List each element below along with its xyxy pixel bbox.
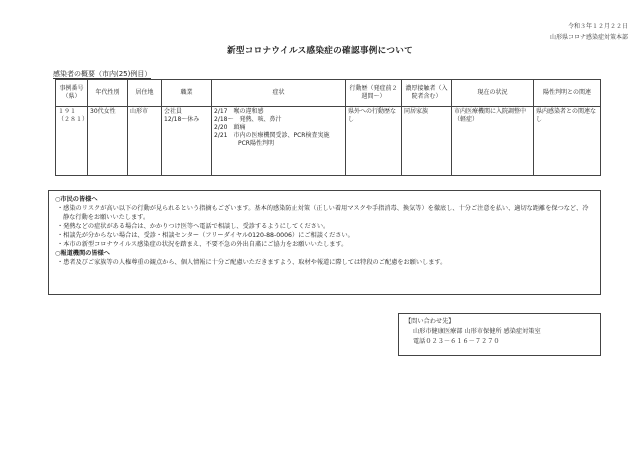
header-department: 山形県コロナ感染症対策本部 xyxy=(549,34,628,41)
notice-item: ・感染のリスクが高い以下の行動が見られるという指摘もございます。基本的感染防止対策（正しい着用マスクや手指消毒、換気等）を徹底し、十分ご注意を払い、適切な距離を保つなど、冷静な行動をお願いいたします。 xyxy=(57,205,589,221)
notice-item: ・発熱などの症状がある場合は、かかりつけ医等へ電話で相談し、受診するようにしてください。 xyxy=(57,223,330,230)
table-header-row xyxy=(56,80,601,107)
notice-item: ・相談先が分からない場合は、受診・相談センター（フリーダイヤル0120-88-0006）にご相談ください。 xyxy=(57,232,354,239)
symptom-line: 2/21 市内の医療機関受診、PCR検査実施 xyxy=(214,132,330,139)
notice-press-item: ・患者及びご家族等の人権尊重の観点から、個人情報に十分ご配慮いただきますよう、取材や報道に際しては特段のご配慮をお願いします。 xyxy=(57,259,447,266)
header-symptoms: 症状 xyxy=(212,80,346,107)
occupation-date: 12/18〜休み xyxy=(164,116,200,123)
notice-box xyxy=(48,190,601,295)
header-status: 現在の状況 xyxy=(452,80,534,107)
symptom-line: 2/18〜 発熱、咳、鼻汁 xyxy=(214,116,282,123)
header-travel: 行動歴（発症前２週間〜） xyxy=(346,80,402,107)
header-residence: 居住地 xyxy=(128,80,162,107)
header-occupation: 職業 xyxy=(162,80,212,107)
cell-residence: 山形市 xyxy=(128,107,162,176)
header-date: 令和３年１２月２２日 xyxy=(567,23,628,30)
table-row xyxy=(56,107,601,176)
contact-box xyxy=(398,313,601,356)
symptom-line: PCR陽性判明 xyxy=(238,140,274,147)
notice-heading-citizens: ○市民の皆様へ xyxy=(55,196,98,203)
header-contacts: 濃厚接触者（入院者含む） xyxy=(402,80,452,107)
contact-office: 山形市健康医療部 山形市保健所 感染症対策室 xyxy=(413,328,541,335)
symptom-line: 2/17 喉の違和感 xyxy=(214,108,264,115)
symptom-line: 2/20 頭痛 xyxy=(214,124,246,131)
cell-occupation xyxy=(162,107,212,176)
occupation-text: 会社員 xyxy=(164,108,183,115)
contact-phone: 電話０２３－６１６－７２７０ xyxy=(413,338,500,345)
cell-symptoms xyxy=(212,107,346,176)
overview-label: 感染者の概要（市内(25)例目） xyxy=(53,70,152,78)
header-relation: 陽性判明との関連 xyxy=(534,80,601,107)
notice-item: ・本市の新型コロナウイルス感染症の状況を踏まえ、不要不急の外出自粛にご協力をお願いいたします。 xyxy=(57,241,348,248)
cell-case-no: １９１（２８１） xyxy=(56,107,88,176)
notice-heading-press: ○報道機関の皆様へ xyxy=(55,250,110,257)
cell-status: 市内医療機関に入院調整中（軽症） xyxy=(452,107,534,176)
cell-age-sex: 30代女性 xyxy=(88,107,128,176)
cell-contacts: 同居家族 xyxy=(402,107,452,176)
contact-label: 【問い合わせ先】 xyxy=(405,318,455,325)
header-case-no: 事例番号（県） xyxy=(56,80,88,107)
cell-travel: 県外への行動歴なし xyxy=(346,107,402,176)
header-age-sex: 年代性別 xyxy=(88,80,128,107)
page-title: 新型コロナウイルス感染症の確認事例について xyxy=(226,46,414,56)
cell-relation: 県内感染者との関連なし xyxy=(534,107,601,176)
case-table xyxy=(55,79,601,176)
